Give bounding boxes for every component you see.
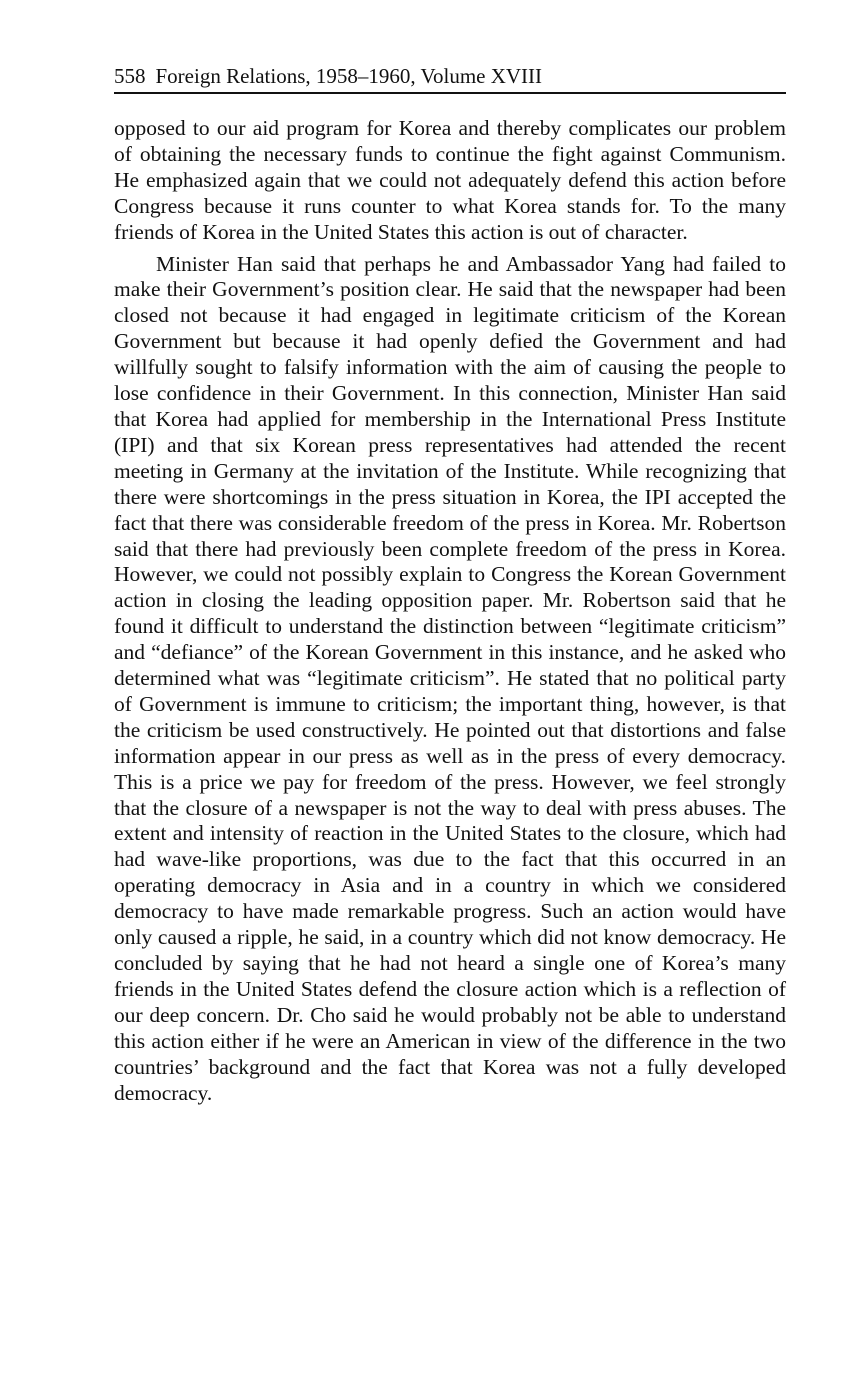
paragraph-continued: opposed to our aid program for Korea and thereby complicates our problem of obtaining the necessary funds to continue the fight against Communism. He emphasized again that we could not adequately defend this action before Congress because it runs counter to what Korea stands for. To the many friends of Korea in the United States this action is out of character. xyxy=(114,116,786,244)
body-text xyxy=(114,116,786,1106)
page-number: 558 xyxy=(114,64,146,88)
volume-title: Foreign Relations, 1958–1960, Volume XVIII xyxy=(155,64,543,88)
paragraph-minister-han: Minister Han said that perhaps he and Ambassador Yang had failed to make their Government’s position clear. He said that the newspaper had been closed not because it had engaged in legitimate criticism of the Korean Government but because it had openly defied the Government and had willfully sought to falsify information with the aim of causing the people to lose confidence in their Government. In this connection, Minister Han said that Korea had applied for membership in the International Press Institute (IPI) and that six Korean press representatives had attended the recent meeting in Germany at the invitation of the Institute. While recognizing that there were shortcomings in the press situation in Korea, the IPI accepted the fact that there was considerable freedom of the press in Korea. Mr. Robertson said that there had previously been complete freedom of the press in Korea. However, we could not possibly explain to Congress the Korean Government action in closing the leading opposition paper. Mr. Robertson said that he found it difficult to understand the distinction between “legitimate criticism” and “defiance” of the Korean Government in this instance, and he asked who determined what was “legitimate criticism”. He stated that no political party of Government is immune to criticism; the important thing, however, is that the criticism be used constructively. He pointed out that distortions and false information appear in our press as well as in the press of every democracy. This is a price we pay for freedom of the press. However, we feel strongly that the closure of a newspaper is not the way to deal with press abuses. The extent and intensity of reaction in the United States to the closure, which had had wave-like proportions, was due to the fact that this occurred in an operating democracy in Asia and in a country in which we considered democracy to have made remarkable progress. Such an action would have only caused a ripple, he said, in a country which did not know democracy. He concluded by saying that he had not heard a single one of Korea’s many friends in the United States defend the closure action which is a reflection of our deep concern. Dr. Cho said he would probably not be able to understand this action either if he were an American in view of the difference in the two countries’ background and the fact that Korea was not a fully developed democracy. xyxy=(114,251,786,1105)
document-page xyxy=(114,62,786,1106)
running-head xyxy=(114,62,786,94)
